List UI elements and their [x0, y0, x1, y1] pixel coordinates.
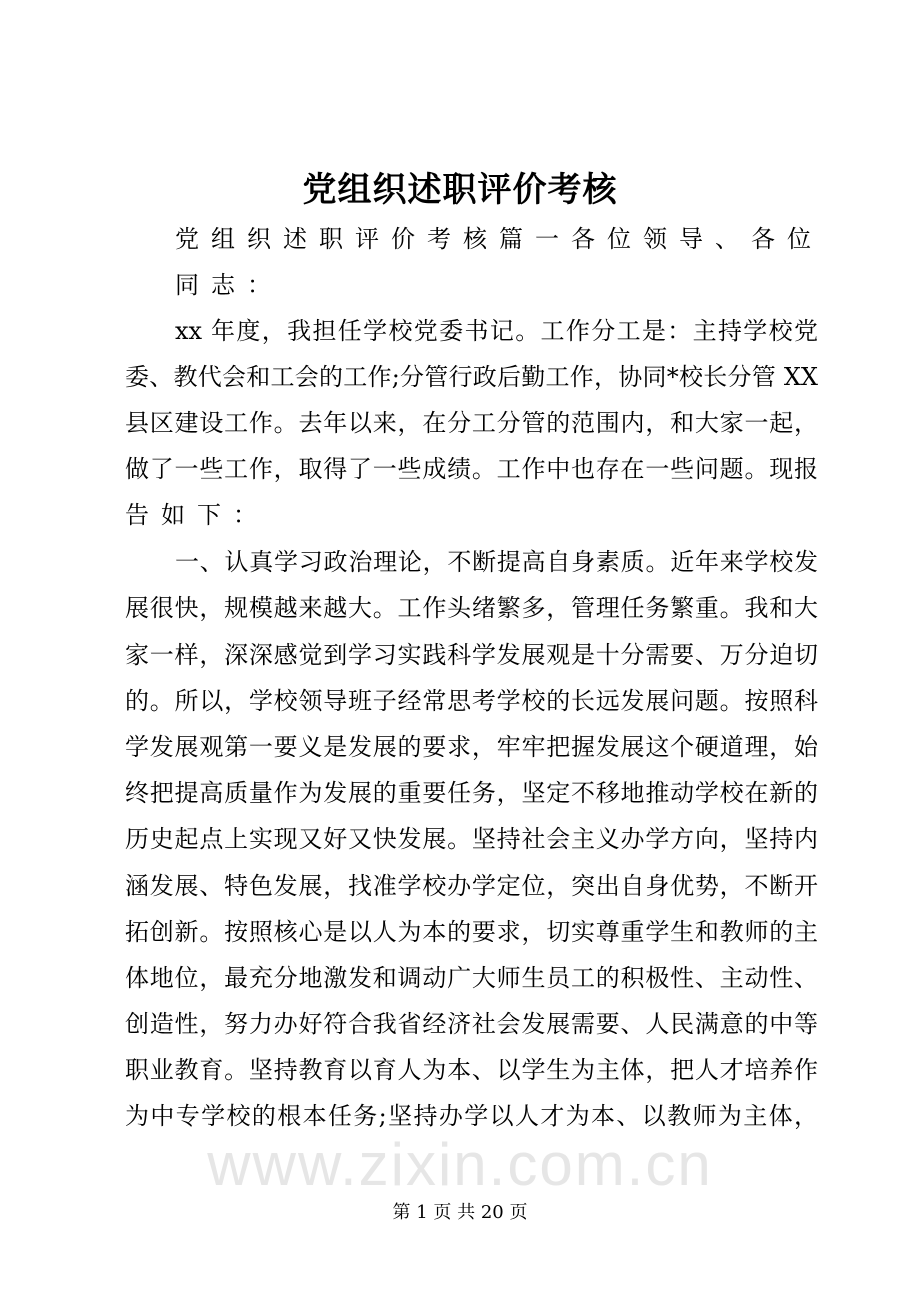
paragraph-line: 为中专学校的根本任务;坚持办学以人才为本、以教师为主体，: [125, 1102, 818, 1130]
paragraph-line: 家一样，深深感觉到学习实践科学发展观是十分需要、万分迫切: [125, 641, 818, 669]
paragraph-line: 历史起点上实现又好又快发展。坚持社会主义办学方向，坚持内: [125, 825, 818, 853]
watermark: www.zixin.com.cn: [207, 1131, 713, 1198]
paragraph-line: 展很快，规模越来越大。工作头绪繁多，管理任务繁重。我和大: [125, 594, 818, 622]
paragraph-line: 创造性，努力办好符合我省经济社会发展需要、人民满意的中等: [125, 1010, 818, 1038]
paragraph-line: 涵发展、特色发展，找准学校办学定位，突出自身优势，不断开: [125, 872, 818, 900]
paragraph-line: 的。所以，学校领导班子经常思考学校的长远发展问题。按照科: [125, 687, 818, 715]
page-footer: 第 1 页 共 20 页: [392, 1202, 528, 1223]
salutation-line: 同志：: [175, 271, 283, 299]
document-title: 党组织述职评价考核: [302, 170, 618, 210]
paragraph-line: 体地位，最充分地激发和调动广大师生员工的积极性、主动性、: [125, 964, 818, 992]
paragraph-line: 告如下：: [125, 501, 269, 529]
paragraph-line: xx 年度，我担任学校党委书记。工作分工是：主持学校党: [175, 317, 818, 345]
paragraph-line: 一、认真学习政治理论，不断提高自身素质。近年来学校发: [175, 548, 818, 576]
paragraph-line: 委、教代会和工会的工作;分管行政后勤工作，协同*校长分管 XX: [125, 363, 818, 391]
paragraph-line: 做了一些工作，取得了一些成绩。工作中也存在一些问题。现报: [125, 455, 818, 483]
paragraph-line: 学发展观第一要义是发展的要求，牢牢把握发展这个硬道理，始: [125, 733, 818, 761]
salutation-line: 党组织述职评价考核篇一各位领导、各位: [175, 225, 823, 253]
paragraph-line: 县区建设工作。去年以来，在分工分管的范围内，和大家一起，: [125, 409, 818, 437]
paragraph-line: 拓创新。按照核心是以人为本的要求，切实尊重学生和教师的主: [125, 918, 818, 946]
paragraph-line: 职业教育。坚持教育以育人为本、以学生为主体，把人才培养作: [125, 1056, 818, 1084]
paragraph-line: 终把提高质量作为发展的重要任务，坚定不移地推动学校在新的: [125, 779, 818, 807]
